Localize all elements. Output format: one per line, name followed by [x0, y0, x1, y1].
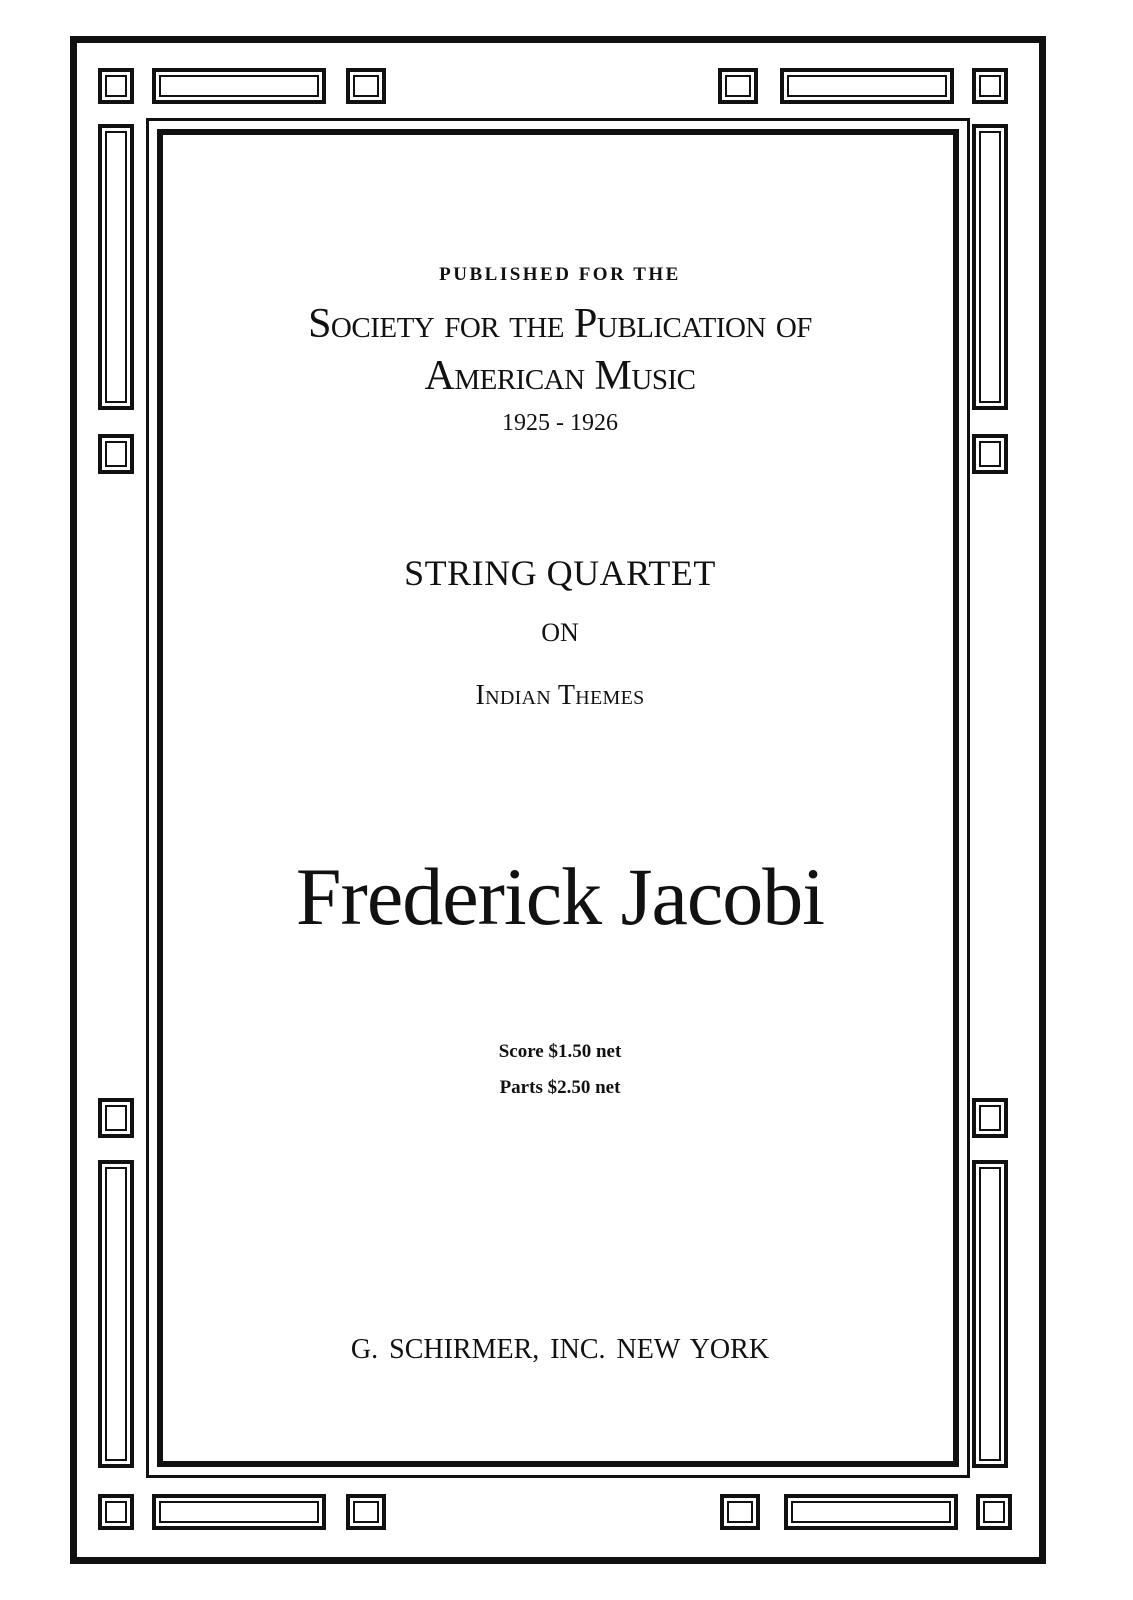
- ornament-square: [98, 1098, 134, 1138]
- ornament-square: [972, 434, 1008, 474]
- ornament-square: [346, 1494, 386, 1530]
- ornament-vertical-bar: [972, 124, 1008, 410]
- ornament-vertical-bar: [972, 1160, 1008, 1468]
- work-subtitle: Indian Themes: [475, 680, 645, 711]
- ornament-square: [98, 1494, 134, 1530]
- publisher-imprint: G. SCHIRMER, INC. NEW YORK: [350, 1334, 770, 1365]
- work-title: STRING QUARTET: [404, 553, 716, 593]
- score-price: Score $1.50 net: [498, 1041, 622, 1062]
- work-connector: ON: [541, 618, 579, 647]
- ornament-square: [718, 68, 758, 104]
- composer-name: Frederick Jacobi: [295, 851, 825, 942]
- parts-price: Parts $2.50 net: [499, 1077, 621, 1098]
- ornament-vertical-bar: [98, 1160, 134, 1468]
- society-line-2: American Music: [424, 353, 696, 399]
- years: 1925 - 1926: [502, 410, 618, 436]
- society-line-1: Society for the Publication of: [308, 301, 812, 347]
- ornament-square: [720, 1494, 760, 1530]
- ornament-square: [976, 1494, 1012, 1530]
- ornament-bar: [152, 68, 326, 104]
- ornament-square: [98, 68, 134, 104]
- published-for-line: PUBLISHED FOR THE: [439, 264, 681, 285]
- ornament-bar: [780, 68, 954, 104]
- society-name: [160, 298, 960, 402]
- ornament-bar: [152, 1494, 326, 1530]
- ornament-square: [98, 434, 134, 474]
- ornament-vertical-bar: [98, 124, 134, 410]
- ornament-square: [346, 68, 386, 104]
- ornament-square: [972, 1098, 1008, 1138]
- ornament-bar: [784, 1494, 958, 1530]
- ornament-square: [972, 68, 1008, 104]
